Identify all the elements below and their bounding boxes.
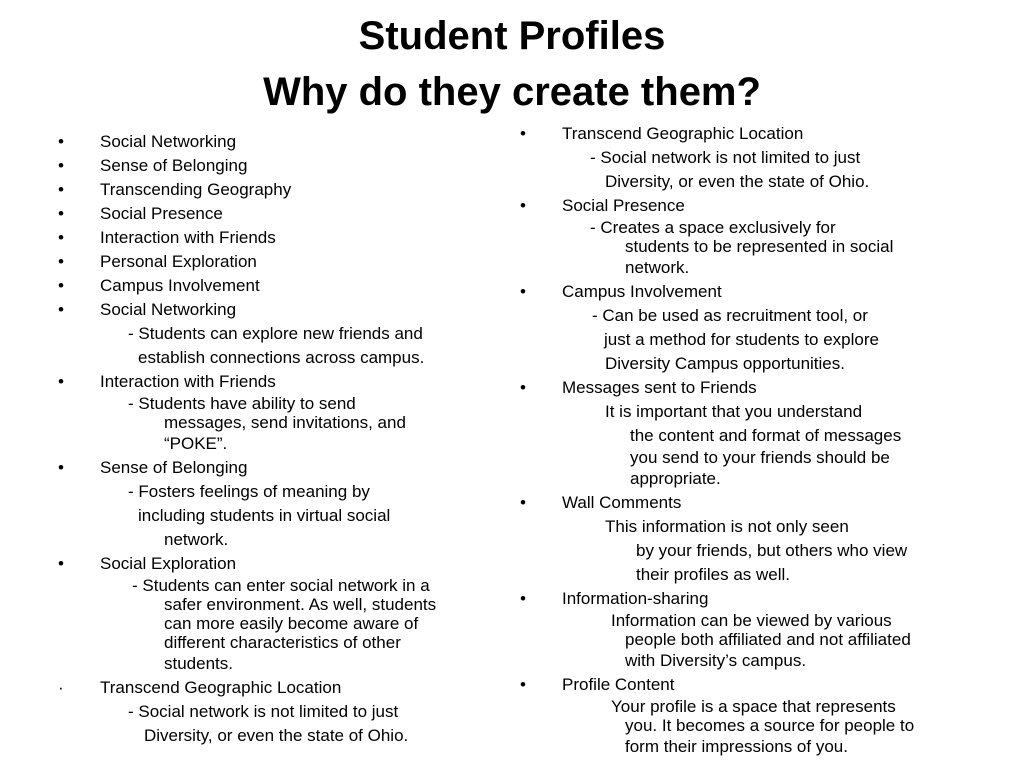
bullet-text: Social Networking: [100, 132, 237, 151]
sub-item: [520, 611, 980, 630]
sub-text: students to be represented in social: [625, 237, 894, 256]
bullet-marker: •: [520, 282, 526, 301]
sub-text: This information is not only seen: [605, 517, 849, 536]
sub-item: [520, 630, 980, 649]
bullet-marker: •: [520, 378, 526, 397]
sub-item: [520, 716, 980, 735]
sub-text: - Can be used as recruitment tool, or: [592, 306, 868, 325]
bullet-marker: •: [520, 493, 526, 512]
bullet-text: Social Networking: [100, 300, 237, 319]
bullet-item: [58, 676, 498, 700]
bullet-marker: •: [520, 675, 526, 694]
sub-item: [58, 432, 498, 456]
sub-item: [520, 649, 980, 673]
sub-item: [58, 413, 498, 432]
bullet-text: Interaction with Friends: [100, 228, 276, 247]
sub-text: just a method for students to explore: [604, 330, 879, 349]
sub-text: - Students have ability to send: [128, 394, 356, 413]
bullet-marker: •: [58, 132, 64, 151]
bullet-marker: •: [58, 156, 64, 175]
bullet-text: Information-sharing: [562, 589, 709, 608]
sub-item: [520, 467, 980, 491]
bullet-item: [520, 122, 980, 146]
sub-item: [520, 304, 980, 328]
sub-text: - Social network is not limited to just: [590, 148, 861, 167]
bullet-marker: ·: [58, 678, 64, 697]
bullet-item: [520, 587, 980, 611]
sub-text: you. It becomes a source for people to: [625, 716, 915, 735]
sub-text: It is important that you understand: [605, 402, 863, 421]
bullet-marker: •: [58, 228, 64, 247]
bullet-text: Campus Involvement: [562, 282, 722, 301]
bullet-text: Campus Involvement: [100, 276, 260, 295]
sub-item: [58, 528, 498, 552]
bullet-marker: •: [58, 372, 64, 391]
bullet-item: [520, 376, 980, 400]
bullet-item: [58, 274, 498, 298]
bullet-text: Transcending Geography: [100, 180, 292, 199]
bullet-text: Wall Comments: [562, 493, 682, 512]
sub-text: people both affiliated and not affiliated: [625, 630, 911, 649]
sub-item: [58, 322, 498, 346]
bullet-text: Sense of Belonging: [100, 156, 248, 175]
sub-text: - Fosters feelings of meaning by: [128, 482, 370, 501]
sub-text: appropriate.: [630, 469, 721, 488]
bullet-marker: •: [58, 458, 64, 477]
bullet-marker: •: [58, 252, 64, 271]
sub-item: [520, 256, 980, 280]
sub-item: [58, 700, 498, 724]
bullet-item: [520, 673, 980, 697]
sub-text: form their impressions of you.: [625, 737, 848, 756]
sub-text: with Diversity’s campus.: [625, 651, 807, 670]
sub-text: different characteristics of other: [164, 633, 401, 652]
sub-item: [520, 697, 980, 716]
sub-text: Your profile is a space that represents: [611, 697, 896, 716]
sub-item: [58, 576, 498, 595]
sub-item: [58, 652, 498, 676]
sub-text: “POKE”.: [164, 434, 228, 453]
sub-item: [520, 735, 980, 759]
sub-text: Diversity Campus opportunities.: [605, 354, 845, 373]
sub-item: [520, 515, 980, 539]
sub-item: [520, 563, 980, 587]
sub-item: [58, 504, 498, 528]
slide-title: Student Profiles: [358, 14, 666, 58]
bullet-marker: •: [58, 276, 64, 295]
bullet-item: [58, 456, 498, 480]
bullet-text: Messages sent to Friends: [562, 378, 757, 397]
sub-text: network.: [625, 258, 690, 277]
bullet-text: Social Presence: [100, 204, 223, 223]
bullet-marker: •: [58, 300, 64, 319]
bullet-item: [58, 552, 498, 576]
sub-item: [520, 539, 980, 563]
sub-text: you send to your friends should be: [630, 448, 890, 467]
bullet-text: Interaction with Friends: [100, 372, 276, 391]
bullet-item: [520, 194, 980, 218]
sub-text: - Students can explore new friends and: [128, 324, 423, 343]
bullet-text: Social Exploration: [100, 554, 237, 573]
sub-text: messages, send invitations, and: [164, 413, 406, 432]
sub-text: establish connections across campus.: [138, 348, 425, 367]
sub-text: including students in virtual social: [138, 506, 391, 525]
bullet-item: [58, 298, 498, 322]
sub-item: [520, 170, 980, 194]
sub-item: [520, 424, 980, 448]
bullet-text: Social Presence: [562, 196, 685, 215]
sub-text: can more easily become aware of: [164, 614, 419, 633]
bullet-item: [58, 226, 498, 250]
bullet-item: [58, 178, 498, 202]
bullet-item: [520, 280, 980, 304]
sub-item: [58, 724, 498, 748]
bullet-text: Personal Exploration: [100, 252, 257, 271]
sub-item: [520, 352, 980, 376]
sub-text: Diversity, or even the state of Ohio.: [605, 172, 870, 191]
sub-item: [520, 448, 980, 467]
bullet-marker: •: [58, 204, 64, 223]
bullet-item: [58, 202, 498, 226]
bullet-marker: •: [520, 196, 526, 215]
bullet-item: [58, 130, 498, 154]
sub-text: - Creates a space exclusively for: [590, 218, 836, 237]
sub-text: Information can be viewed by various: [611, 611, 892, 630]
bullet-marker: •: [58, 554, 64, 573]
bullet-text: Transcend Geographic Location: [562, 124, 804, 143]
sub-item: [520, 237, 980, 256]
bullet-text: Transcend Geographic Location: [100, 678, 342, 697]
sub-item: [58, 480, 498, 504]
sub-text: Diversity, or even the state of Ohio.: [144, 726, 409, 745]
sub-item: [58, 614, 498, 633]
sub-item: [58, 346, 498, 370]
sub-text: safer environment. As well, students: [164, 595, 437, 614]
bullet-text: Profile Content: [562, 675, 675, 694]
sub-item: [520, 328, 980, 352]
sub-text: - Students can enter social network in a: [132, 576, 430, 595]
sub-text: the content and format of messages: [630, 426, 902, 445]
sub-text: their profiles as well.: [636, 565, 791, 584]
sub-item: [520, 218, 980, 237]
sub-text: - Social network is not limited to just: [128, 702, 399, 721]
sub-item: [58, 595, 498, 614]
bullet-item: [58, 370, 498, 394]
sub-item: [58, 633, 498, 652]
bullet-item: [520, 491, 980, 515]
bullet-marker: •: [520, 124, 526, 143]
sub-text: students.: [164, 654, 233, 673]
right-column: [520, 122, 980, 759]
bullet-marker: •: [520, 589, 526, 608]
bullet-item: [58, 250, 498, 274]
sub-text: by your friends, but others who view: [636, 541, 908, 560]
bullet-text: Sense of Belonging: [100, 458, 248, 477]
sub-item: [520, 146, 980, 170]
sub-item: [520, 400, 980, 424]
slide-subtitle: Why do they create them?: [263, 70, 761, 114]
sub-item: [58, 394, 498, 413]
bullet-marker: •: [58, 180, 64, 199]
sub-text: network.: [164, 530, 229, 549]
bullet-item: [58, 154, 498, 178]
left-column: [58, 130, 498, 748]
